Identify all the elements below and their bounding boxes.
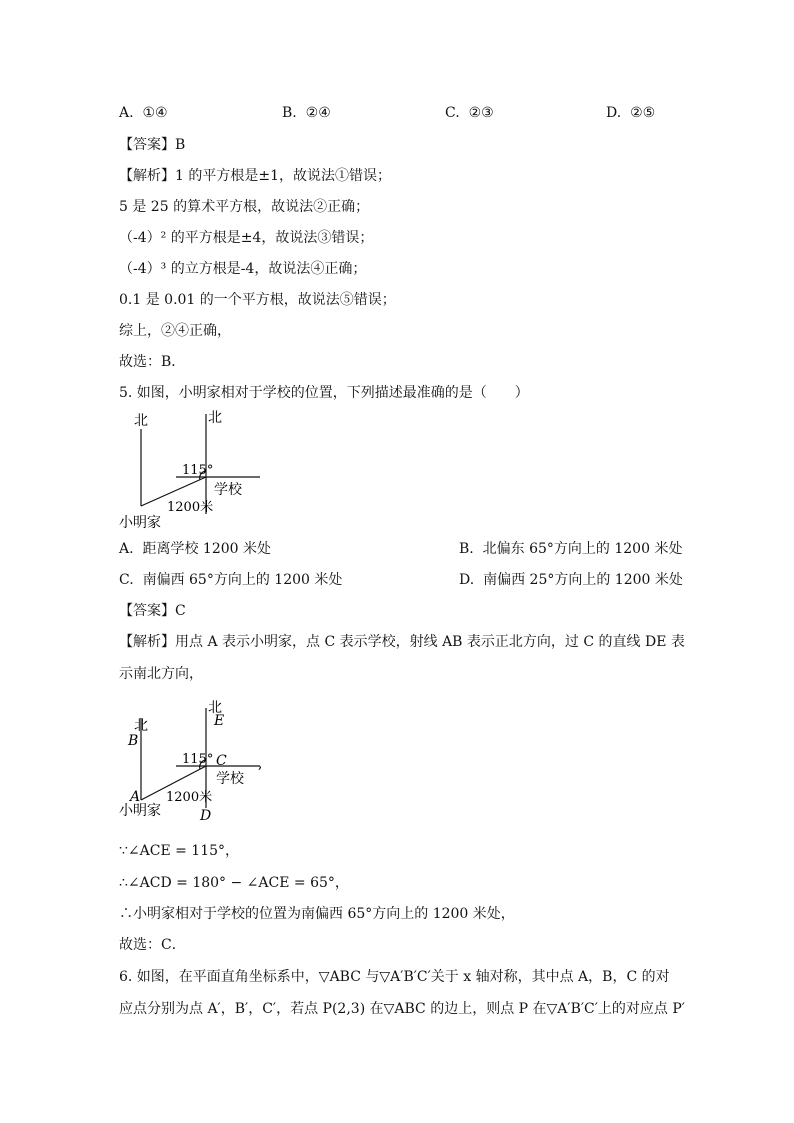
q5-step: ∵∠ACE = 115°， xyxy=(119,843,240,859)
q6-stem-line-2: 应点分别为点 A′，B′，C′，若点 P(2,3) 在▽ABC 的边上，则点 P 在▽A′B′C′上的对应点 P′ xyxy=(119,1001,685,1017)
angle-label: 115° xyxy=(182,752,214,767)
north-label-left: 北 xyxy=(134,718,148,734)
q4-analysis-line: 0.1 是 0.01 的一个平方根，故说法⑤错误； xyxy=(119,292,396,308)
q6-stem-line-1: 6. 如图，在平面直角坐标系中，▽ABC 与▽A′B′C′关于 x 轴对称，其中点 A，B，C 的对 xyxy=(119,969,670,985)
q5-stem: 5. 如图，小明家相对于学校的位置，下列描述最准确的是（ ） xyxy=(119,385,529,401)
q5-step: ∴∠ACD = 180° − ∠ACE = 65°， xyxy=(119,875,349,891)
school-label: 学校 xyxy=(214,482,242,498)
q5-option-c: C. 南偏西 65°方向上的 1200 米处 xyxy=(119,572,343,588)
q4-analysis-line: 故选：B． xyxy=(119,354,186,370)
q4-analysis-line: 综上，②④正确， xyxy=(119,323,231,339)
q5-figure-2 xyxy=(110,698,280,824)
home-label: 小明家 xyxy=(119,803,161,819)
q4-answer: 【答案】B xyxy=(119,137,186,153)
q4-option-c: C. ②③ xyxy=(445,105,494,121)
q5-option-a: A. 距离学校 1200 米处 xyxy=(119,541,271,557)
angle-label: 115° xyxy=(182,463,214,478)
q4-option-d: D. ②⑤ xyxy=(606,105,656,121)
trailing-comma: , xyxy=(258,756,263,772)
point-D-label: D xyxy=(200,808,212,824)
q5-option-d: D. 南偏西 25°方向上的 1200 米处 xyxy=(459,572,683,588)
point-E-label: E xyxy=(214,713,225,729)
q5-analysis-line-2: 示南北方向， xyxy=(119,666,203,682)
north-label-right: 北 xyxy=(208,700,222,716)
q5-option-b: B. 北偏东 65°方向上的 1200 米处 xyxy=(459,541,683,557)
north-label-right: 北 xyxy=(208,410,222,426)
q5-analysis-line-1: 【解析】用点 A 表示小明家，点 C 表示学校，射线 AB 表示正北方向，过 C 的直线 DE 表 xyxy=(119,634,685,650)
q5-figure-1 xyxy=(110,404,270,530)
point-C-label: C xyxy=(216,753,227,769)
north-label-left: 北 xyxy=(134,413,148,429)
q4-analysis-line: 【解析】1 的平方根是±1，故说法①错误； xyxy=(119,168,391,184)
distance-label: 1200米 xyxy=(166,790,213,805)
q4-option-b: B. ②④ xyxy=(282,105,331,121)
point-B-label: B xyxy=(128,733,139,749)
q4-analysis-line: （-4）² 的平方根是±4，故说法③错误； xyxy=(119,230,374,246)
distance-label: 1200米 xyxy=(167,500,214,515)
school-label: 学校 xyxy=(216,771,244,787)
q5-step: 故选：C． xyxy=(119,937,186,953)
point-A-label: A xyxy=(130,789,141,805)
q4-analysis-line: （-4）³ 的立方根是-4，故说法④正确； xyxy=(119,261,367,277)
home-label: 小明家 xyxy=(119,515,161,530)
q5-answer: 【答案】C xyxy=(119,603,186,619)
q5-step: ∴小明家相对于学校的位置为南偏西 65°方向上的 1200 米处， xyxy=(119,906,515,922)
q4-option-a: A. ①④ xyxy=(119,105,168,121)
q4-analysis-line: 5 是 25 的算术平方根，故说法②正确； xyxy=(119,199,370,215)
